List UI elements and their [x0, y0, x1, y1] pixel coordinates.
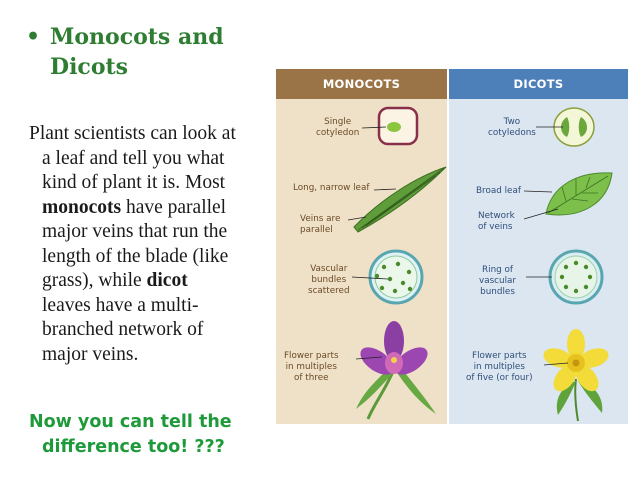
monocot-stem-icon — [370, 251, 422, 303]
body-line: a leaf and tell you what — [42, 147, 225, 169]
two-cotyledons-label: Two cotyledons — [488, 117, 536, 138]
cta-line-1: Now you can tell the — [29, 412, 232, 432]
dicot-flower-icon — [541, 329, 611, 421]
body-line: length of the blade (like — [42, 245, 229, 267]
body-line: major veins. — [42, 343, 139, 365]
single-cotyledon-label: Single cotyledon — [316, 117, 360, 138]
monocot-seed-icon — [379, 108, 417, 144]
monocot-flower-icon — [356, 321, 436, 419]
cta-line-2: difference too! ??? — [42, 437, 225, 457]
network-of-veins-label: Network of veins — [478, 211, 515, 232]
call-to-action — [29, 410, 289, 460]
flower-parts-three-label: Flower parts in multiples of three — [284, 351, 339, 383]
body-line: major veins that run the — [42, 221, 228, 242]
dicot-stem-icon — [550, 251, 602, 303]
body-line: kind of plant it is. Most — [42, 172, 226, 193]
veins-parallel-label: Veins are parallel — [300, 214, 341, 235]
broad-leaf-label: Broad leaf — [476, 186, 521, 196]
dicots-header: DICOTS — [449, 69, 628, 99]
slide-heading — [26, 22, 266, 82]
monocots-header: MONOCOTS — [276, 69, 447, 99]
monocot-dicot-diagram — [276, 69, 628, 424]
ring-of-vascular-bundles-label: Ring of vascular bundles — [479, 265, 517, 297]
bullet: • — [26, 24, 41, 50]
vascular-bundles-scattered-label: Vascular bundles scattered — [308, 264, 350, 296]
flower-parts-five-label: Flower parts in multiples of five (or four) — [466, 351, 533, 383]
body-line: branched network of — [42, 319, 204, 340]
broad-leaf-icon — [546, 173, 612, 215]
dicot-term: dicot — [146, 270, 188, 291]
body-paragraph — [29, 122, 291, 367]
body-line: monocots have parallel — [42, 196, 227, 218]
monocots-term: monocots — [42, 196, 122, 218]
heading-line-1: Monocots and — [50, 24, 224, 50]
body-line: Plant scientists can look at — [29, 123, 236, 144]
body-line: grass), while dicot — [42, 270, 188, 291]
long-narrow-leaf-icon — [354, 167, 446, 232]
long-narrow-leaf-label: Long, narrow leaf — [293, 183, 370, 193]
body-line: leaves have a multi- — [42, 294, 199, 316]
heading-line-2: Dicots — [50, 54, 129, 80]
